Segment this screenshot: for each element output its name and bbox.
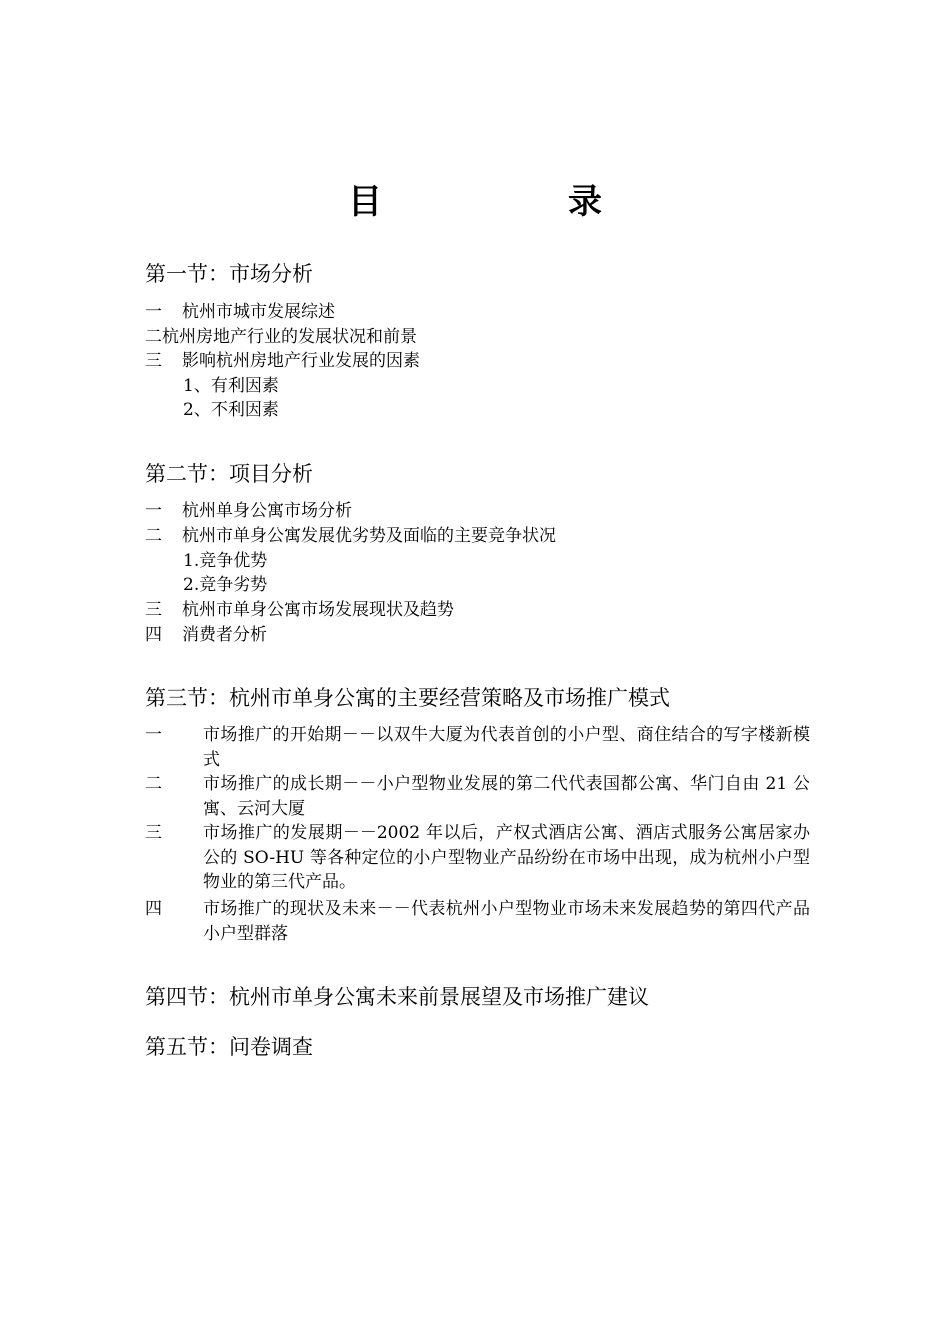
entry-text: 杭州市单身公寓发展优劣势及面临的主要竞争状况 [182, 526, 556, 546]
entry-text: 消费者分析 [182, 625, 267, 645]
section-3-heading: 第三节：杭州市单身公寓的主要经营策略及市场推广模式 [145, 686, 670, 710]
entry-text: 杭州单身公寓市场分析 [182, 501, 352, 521]
toc-entry [145, 349, 420, 373]
toc-entry [145, 897, 810, 946]
entry-number: 三 [145, 600, 162, 620]
toc-entry [145, 300, 335, 324]
entry-text: 杭州市单身公寓市场发展现状及趋势 [182, 600, 454, 620]
toc-subentry: 2、不利因素 [183, 400, 279, 420]
toc-entry [145, 499, 352, 523]
entry-number: 一 [145, 501, 162, 521]
entry-number: 一 [145, 302, 162, 322]
section-5-heading: 第五节：问卷调查 [145, 1035, 313, 1059]
section-2-heading: 第二节：项目分析 [145, 462, 313, 486]
entry-text: 市场推广的现状及未来－－代表杭州小户型物业市场未来发展趋势的第四代产品小户型群落 [203, 899, 810, 944]
entry-text: 市场推广的发展期－－2002 年以后，产权式酒店公寓、酒店式服务公寓居家办公的 SO-HU 等各种定位的小户型物业产品纷纷在市场中出现，成为杭州小户型物业的第三代产品。 [203, 823, 810, 892]
entry-text: 市场推广的开始期－－以双牛大厦为代表首创的小户型、商住结合的写字楼新模式 [203, 725, 810, 770]
toc-entry [145, 325, 417, 349]
toc-entry [145, 524, 556, 548]
section-1-heading: 第一节：市场分析 [145, 262, 313, 286]
toc-entry [145, 598, 454, 622]
entry-number: 四 [145, 625, 162, 645]
toc-entry [145, 723, 810, 772]
toc-entry [145, 772, 810, 821]
entry-text: 市场推广的成长期－－小户型物业发展的第二代代表国都公寓、华门自由 21 公寓、云河大厦 [203, 774, 810, 819]
entry-number: 三 [145, 823, 162, 843]
section-4-heading: 第四节：杭州市单身公寓未来前景展望及市场推广建议 [145, 985, 649, 1009]
toc-subentry: 1.竞争优势 [183, 551, 268, 571]
toc-entry [145, 821, 810, 895]
toc-entry [145, 623, 267, 647]
entry-text: 影响杭州房地产行业发展的因素 [182, 351, 420, 371]
page-title: 目 录 [348, 182, 678, 222]
toc-subentry: 2.竞争劣势 [183, 575, 268, 595]
entry-text: 二杭州房地产行业的发展状况和前景 [145, 327, 417, 347]
entry-text: 杭州市城市发展综述 [182, 302, 335, 322]
entry-number: 三 [145, 351, 162, 371]
entry-number: 二 [145, 526, 162, 546]
entry-number: 四 [145, 899, 162, 919]
toc-subentry: 1、有利因素 [183, 376, 279, 396]
entry-number: 一 [145, 725, 162, 745]
entry-number: 二 [145, 774, 162, 794]
